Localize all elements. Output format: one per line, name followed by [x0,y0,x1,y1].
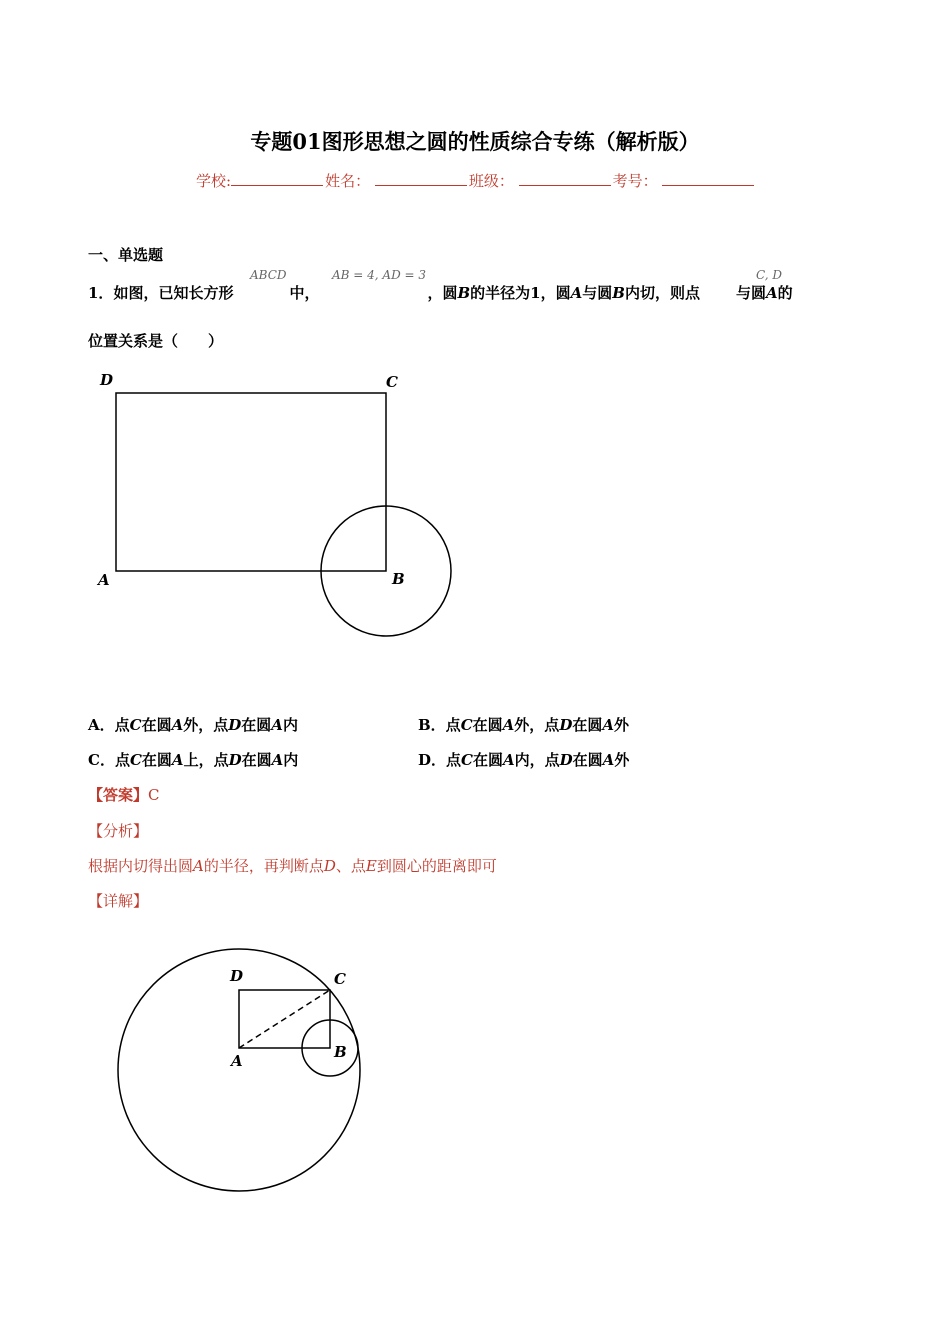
q1-text-part: 的 [777,284,793,302]
fig1-label-a: A [98,571,110,589]
analysis-text-part: 的半径，再判断点 [203,857,324,875]
option-text: 外，点 [514,716,560,734]
option-b[interactable] [418,714,629,735]
fig1-label-d: D [100,371,114,389]
option-text: 在圆 [141,751,172,769]
school-label: 学校: [196,172,232,190]
q1-text-part: 内切，则点 [624,284,700,302]
option-point: C [129,716,142,734]
option-text: C．点 [88,751,130,769]
option-point: A [602,751,615,769]
number-label: 考号： [612,172,658,190]
point-a: A [766,284,778,302]
class-field[interactable] [519,171,611,186]
diagonal-ac [239,990,330,1048]
math-abcd: ABCD [250,268,287,282]
circle-a [118,949,360,1191]
option-point: C [129,751,142,769]
option-point: C [460,716,473,734]
q1-text-part: 与圆 [735,284,766,302]
fig2-label-b: B [334,1043,347,1061]
page-title: 专题01图形思想之圆的性质综合专练（解析版） [250,129,700,154]
option-text: 在圆 [241,716,272,734]
option-text: 在圆 [572,751,603,769]
option-a[interactable] [88,714,298,735]
analysis-text-part: 到圆心的距离即可 [376,857,497,875]
name-field[interactable] [375,171,467,186]
answer-tag: 【答案】 [88,786,149,804]
q1-text-part: 中， [289,284,320,302]
detail-tag: 【详解】 [88,892,149,910]
fig1-label-c: C [386,373,398,391]
section-title: 一、单选题 [88,246,164,264]
option-point: A [502,716,515,734]
option-text: 上，点 [183,751,229,769]
option-point: A [271,716,283,734]
option-c[interactable] [88,749,298,770]
option-point: A [171,716,184,734]
analysis-point: D [323,857,336,875]
figure-2 [100,940,400,1200]
school-field[interactable] [231,171,323,186]
figure-1 [80,360,480,660]
option-point: D [559,751,573,769]
question-1-line2: 位置关系是（ ） [88,332,224,350]
option-point: D [228,716,242,734]
option-text: 在圆 [472,751,503,769]
math-ab-ad: AB = 4, AD = 3 [332,268,427,282]
option-text: 外 [614,751,630,769]
option-point: D [228,751,242,769]
option-text: B．点 [418,716,461,734]
option-point: D [559,716,573,734]
math-c-d: C, D [756,268,783,282]
option-text: 外 [613,716,629,734]
point-b: B [457,284,471,302]
name-label: 姓名： [325,172,371,190]
q1-text-part: ，圆 [427,284,458,302]
answer-value: C [148,786,160,804]
q1-text-part: 与圆 [582,284,613,302]
point-a: A [570,284,583,302]
analysis-point: A [193,857,204,875]
question-number: 1． [88,284,114,302]
option-point: A [602,716,614,734]
option-text: 内 [282,716,298,734]
fig1-label-b: B [392,570,405,588]
option-point: C [461,751,473,769]
point-b: B [612,284,625,302]
fig2-label-d: D [230,967,244,985]
question-1-text [88,282,793,303]
option-text: 外，点 [183,716,229,734]
q1-text-part: 的半径为1，圆 [470,284,571,302]
analysis-text-part: 根据内切得出圆 [88,857,194,875]
option-text: 内，点 [514,751,560,769]
option-text: 在圆 [572,716,603,734]
analysis-text-part: 、点 [335,857,366,875]
option-text: A．点 [88,716,130,734]
option-text: 在圆 [241,751,272,769]
option-point: A [171,751,184,769]
number-field[interactable] [662,171,754,186]
fig2-label-c: C [334,970,346,988]
student-info [196,170,756,191]
option-text: 在圆 [472,716,503,734]
option-point: A [502,751,515,769]
option-point: A [271,751,284,769]
fig2-label-a: A [231,1052,243,1070]
analysis-text [88,855,497,876]
option-text: D．点 [418,751,462,769]
option-text: 在圆 [141,716,172,734]
analysis-point: E [365,857,377,875]
answer-line [88,784,160,805]
analysis-tag: 【分析】 [88,822,149,840]
q1-text-part: 如图，已知长方形 [113,284,234,302]
option-d[interactable] [418,749,629,770]
option-text: 内 [283,751,299,769]
rectangle-abcd [116,393,386,571]
class-label: 班级： [468,172,514,190]
